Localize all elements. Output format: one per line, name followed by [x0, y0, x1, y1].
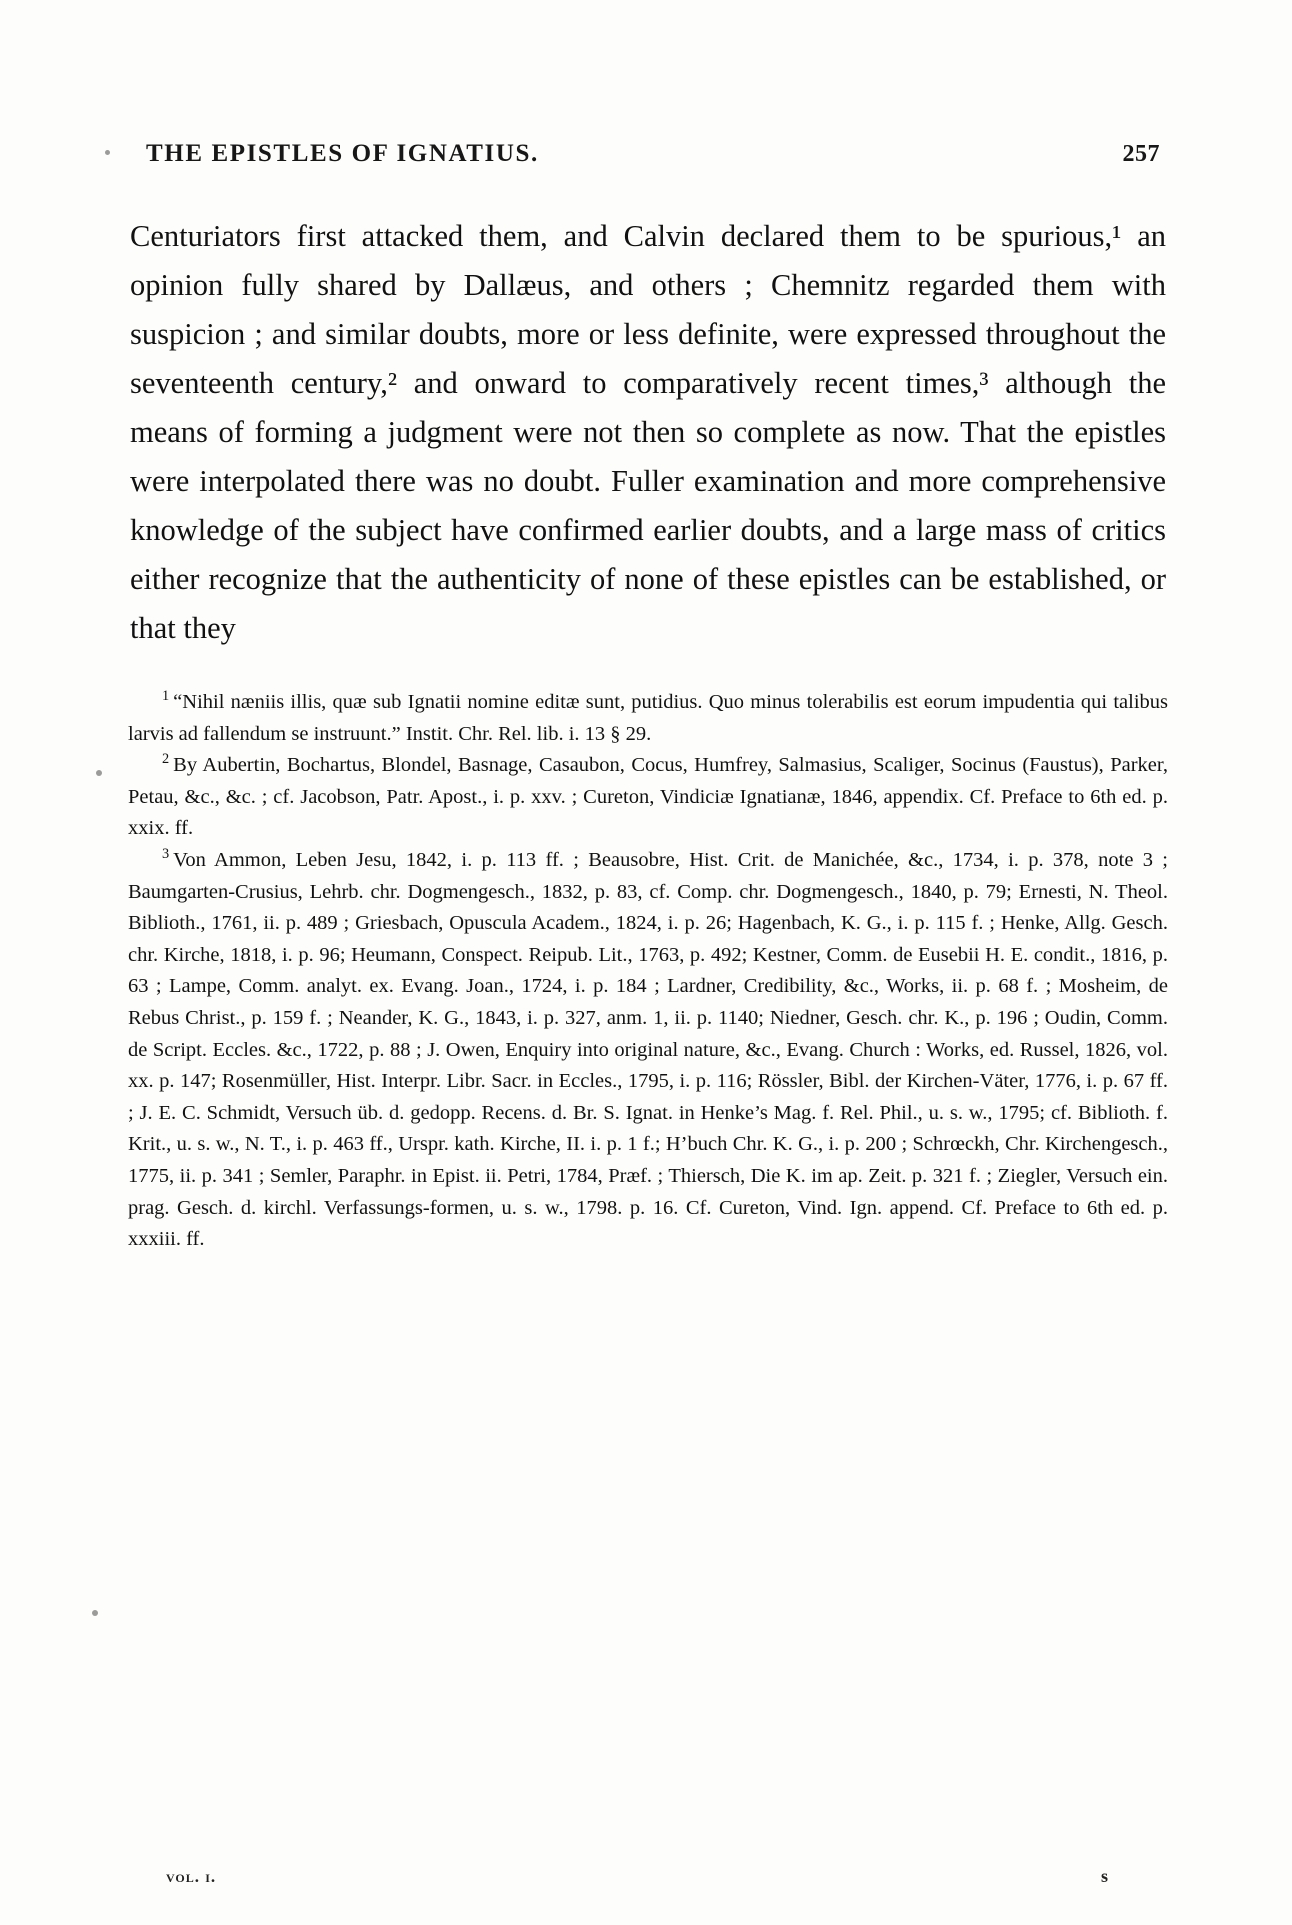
footnote-text: By Aubertin, Bochartus, Blondel, Basnage, Casaubon, Cocus, Humfrey, Salmasius, Scaliger, Socinus (Faustus), Parker, Petau, &c., &c. ; cf. Jacobson, Patr. Apost., i. p. xxv. ; Cureton, Vindiciæ Ignatianæ, 1846, appendix. Cf. Preface to 6th ed. p. xxix. ff.: [128, 754, 1168, 840]
footnote-marker: 3: [162, 846, 170, 863]
scan-speck: [92, 1610, 98, 1616]
running-head: [128, 140, 1168, 168]
footnotes-section: [128, 687, 1168, 1256]
page-footer: [128, 1866, 1168, 1887]
scan-speck: [105, 150, 110, 155]
footnote-text: Von Ammon, Leben Jesu, 1842, i. p. 113 ff. ; Beausobre, Hist. Crit. de Manichée, &c., 1734, i. p. 378, note 3 ; Baumgarten-Crusius, Lehrb. chr. Dogmengesch., 1832, p. 83, cf. Comp. chr. Dogmengesch., 1840, p. 79; Ernesti, N. Theol. Biblioth., 1761, ii. p. 489 ; Griesbach, Opuscula Academ., 1824, i. p. 26; Hagenbach, K. G., i. p. 115 f. ; Henke, Allg. Gesch. chr. Kirche, 1818, i. p. 96; Heumann, Conspect. Reipub. Lit., 1763, p. 492; Kestner, Comm. de Eusebii H. E. condit., 1816, p. 63 ; Lampe, Comm. analyt. ex. Evang. Joan., 1724, i. p. 184 ; Lardner, Credibility, &c., Works, ii. p. 68 f. ; Mosheim, de Rebus Christ., p. 159 f. ; Neander, K. G., 1843, i. p. 327, anm. 1, ii. p. 1140; Niedner, Gesch. chr. K., p. 196 ; Oudin, Comm. de Script. Eccles. &c., 1722, p. 88 ; J. Owen, Enquiry into original nature, &c., Evang. Church : Works, ed. Russel, 1826, vol. xx. p. 147; Rosenmüller, Hist. Interpr. Libr. Sacr. in Eccles., 1795, i. p. 116; Rössler, Bibl. der Kirchen-Väter, 1776, i. p. 67 ff. ; J. E. C. Schmidt, Versuch üb. d. gedopp. Recens. d. Br. S. Ignat. in Henke’s Mag. f. Rel. Phil., u. s. w., 1795; cf. Biblioth. f. Krit., u. s. w., N. T., i. p. 463 ff., Urspr. kath. Kirche, II. i. p. 1 f.; H’buch Chr. K. G., i. p. 200 ; Schrœckh, Chr. Kirchengesch., 1775, ii. p. 341 ; Semler, Paraphr. in Epist. ii. Petri, 1784, Præf. ; Thiersch, Die K. im ap. Zeit. p. 321 f. ; Ziegler, Versuch ein. prag. Gesch. d. kirchl. Verfassungs-formen, u. s. w., 1798. p. 16. Cf. Cureton, Vind. Ign. append. Cf. Preface to 6th ed. p. xxxiii. ff.: [128, 848, 1168, 1251]
footnote-2: [128, 750, 1168, 845]
body-text: [128, 212, 1168, 653]
page-content: [128, 140, 1168, 1256]
body-paragraph: Centuriators first attacked them, and Calvin declared them to be spurious,¹ an opinion fully shared by Dallæus, and others ; Chemnitz regarded them with suspicion ; and similar doubts, more or less definite, were expressed throughout the seventeenth century,² and onward to comparatively recent times,³ although the means of forming a judgment were not then so complete as now. That the epistles were interpolated there was no doubt. Fuller examination and more comprehensive knowledge of the subject have confirmed earlier doubts, and a large mass of critics either recognize that the authenticity of none of these epistles can be established, or that they: [130, 219, 1166, 645]
footnote-3: [128, 845, 1168, 1256]
scan-speck: [96, 770, 102, 776]
footnote-text: “Nihil næniis illis, quæ sub Ignatii nomine editæ sunt, putidius. Quo minus tolerabilis est eorum impudentia qui talibus larvis ad fallendum se instruunt.” Instit. Chr. Rel. lib. i. 13 § 29.: [128, 691, 1168, 745]
page-number: 257: [1122, 141, 1160, 167]
running-head-title: THE EPISTLES OF IGNATIUS.: [146, 140, 539, 167]
footnote-marker: 2: [162, 751, 170, 768]
volume-mark: vol. i.: [166, 1867, 217, 1886]
signature-mark: s: [1100, 1866, 1108, 1886]
footnote-marker: 1: [162, 688, 170, 705]
footnote-1: [128, 687, 1168, 750]
